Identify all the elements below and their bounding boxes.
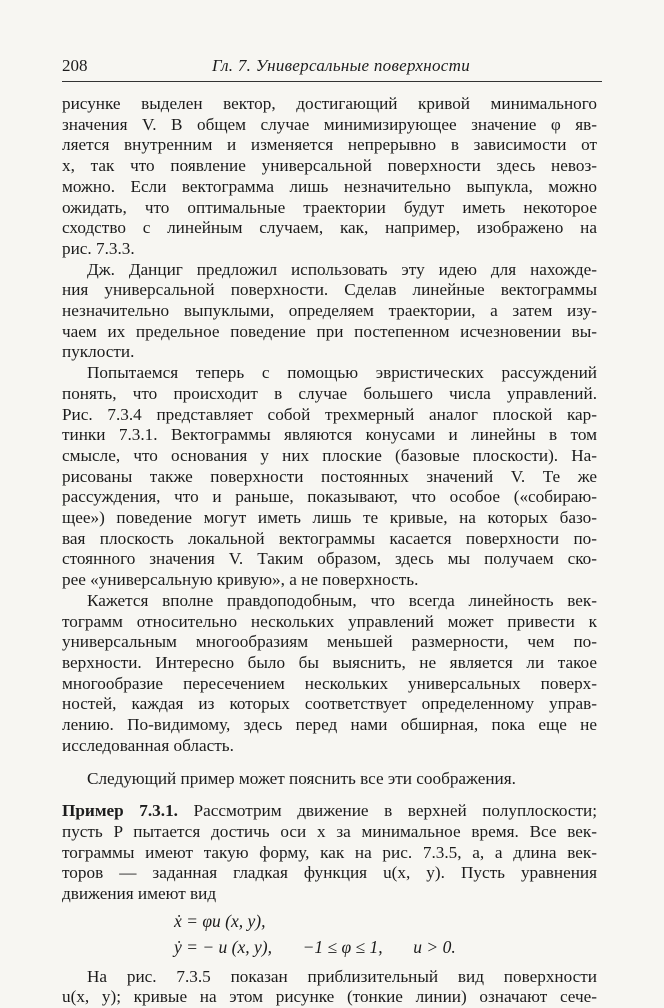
text-line: тинки 7.3.1. Вектограммы являются конусами и линейны в том [62,425,597,445]
equation-x: ẋ = φu (x, y), [174,910,266,931]
text-line: ожидать, что оптимальные траектории будут иметь некоторое [62,197,597,217]
paragraph-dantzig [62,260,597,364]
text-line: рассуждения, что и раньше, показывают, что особое («собираю- [62,487,597,507]
example-block [62,801,597,905]
text-line: стоянного значения V. Таким образом, здесь мы получаем ско- [62,549,597,569]
equation-y: ẏ = − u (x, y), −1 ≤ φ ≤ 1, u > 0. [174,936,456,957]
text-line [62,801,597,822]
text-line: вая плоскость локальной вектограммы касается поверхности по- [62,528,597,548]
page-header [62,56,602,82]
text-line: торов — заданная гладкая функция u(x, y). Пусть уравнения [62,863,597,883]
text-line: пусть P пытается достичь оси x за минимальное время. Все век- [62,821,597,841]
page-number: 208 [62,56,88,75]
text-line: Следующий пример может пояснить все эти соображения. [87,768,516,788]
text-line: многообразие пересечением нескольких универсальных поверх- [62,673,597,693]
text-line: щее») поведение могут иметь лишь те кривые, на которых базо- [62,508,597,528]
text-line: понять, что происходит в случае большего числа управлений. [62,383,597,403]
text-line: ностей, каждая из которых соответствует определенному управ- [62,694,597,714]
paragraph-final [62,967,597,1008]
text-line: тограмм относительно нескольких управлений может привести к [62,611,597,631]
text-line: ния универсальной поверхности. Сделав линейные вектограммы [62,280,597,300]
text-line: рисованы также поверхности постоянных значений V. Те же [62,466,597,486]
text-line: тограммы имеют такую форму, как на рис. 7.3.5, a, а длина век- [62,842,597,862]
text-line: незначительно выпуклыми, определяем траектории, а затем изу- [62,301,597,321]
running-title: Гл. 7. Универсальные поверхности [212,56,471,75]
text-line: лению. По-видимому, здесь перед нами обширная, пока еще не [62,715,597,735]
example-label: Пример 7.3.1. [62,801,178,821]
header-rule [62,81,602,82]
text-line: универсальным многообразиям меньшей размерности, чем по- [62,632,597,652]
text-line: Рис. 7.3.4 представляет собой трехмерный аналог плоской кар- [62,404,597,424]
body-text [62,94,597,1008]
text-line: исследованная область. [62,735,234,755]
text-line: можно. Если вектограмма лишь незначительно выпукла, можно [62,176,597,196]
example-text: Рассмотрим движение в верхней полуплоскости; [193,801,597,821]
text-line: На рис. 7.3.5 показан приблизительный вид поверхности [87,966,597,986]
equations-of-motion [62,911,597,963]
text-line: Дж. Данциг предложил использовать эту идею для нахожде- [87,259,597,279]
text-line: чаем их предельное поведение при постепенном исчезновении вы- [62,321,597,341]
paragraph-heuristic [62,363,597,591]
text-line: рисунке выделен вектор, достигающий кривой минимального [62,94,597,113]
text-line: рее «универсальную кривую», а не поверхность. [62,570,419,590]
text-line: ляется внутренним и изменяется непрерывно в зависимости от [62,135,597,155]
text-line: x, так что появление универсальной поверхности здесь невоз- [62,156,597,176]
text-line: верхности. Интересно было бы выяснить, не является ли такое [62,652,597,672]
paragraph-next-example [62,769,597,790]
text-line: Кажется вполне правдоподобным, что всегда линейность век- [87,590,597,610]
text-line: пуклости. [62,342,135,362]
paragraph-manifolds [62,591,597,757]
text-line: движения имеют вид [62,884,217,904]
text-line: сходство с линейным случаем, как, например, изображено на [62,218,597,238]
text-line: u(x, y); кривые на этом рисунке (тонкие линии) означают сече- [62,987,597,1007]
text-line: рис. 7.3.3. [62,238,135,258]
text-line: Попытаемся теперь с помощью эвристических рассуждений [87,363,597,383]
text-line: значения V. В общем случае минимизирующее значение φ яв- [62,114,597,134]
text-line: смысле, что основания у них плоские (базовые плоскости). На- [62,445,597,465]
paragraph-continued [62,94,597,260]
